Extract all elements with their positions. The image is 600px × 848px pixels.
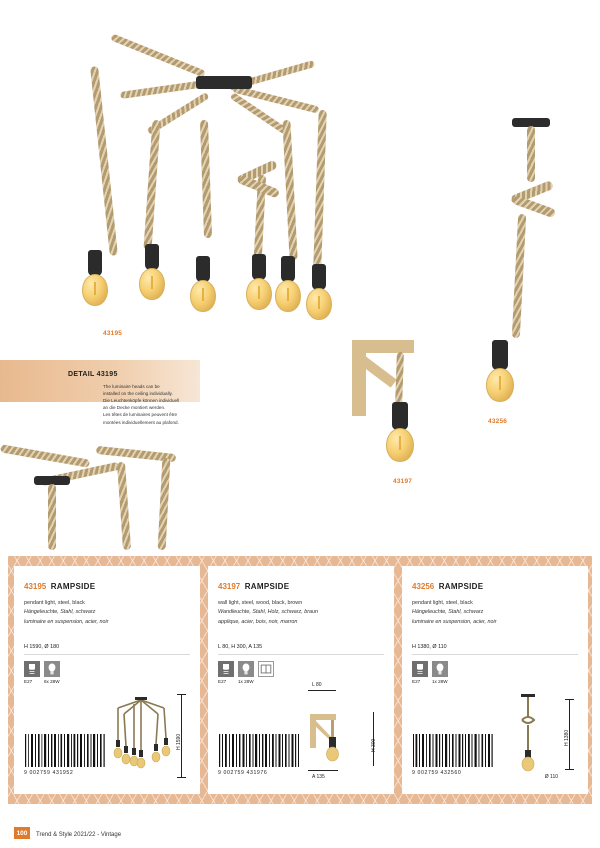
spec-icon-row: [218, 661, 384, 677]
spec-icon-captions: [24, 679, 190, 684]
rope-drop: [158, 458, 171, 550]
spec-card-43256: [402, 566, 588, 794]
socket-icon: [412, 661, 428, 677]
spec-name: RAMPSIDE: [438, 582, 484, 591]
spec-code: 43256: [412, 582, 435, 591]
product-code-43256: 43256: [488, 418, 508, 425]
rope-drop: [282, 120, 297, 260]
dimension-tick: [177, 777, 186, 778]
page-number: 100: [14, 827, 30, 839]
bulb-icon: [432, 661, 448, 677]
barcode-43197: [218, 734, 300, 776]
detail-line-fr-1: Les têtes de luminaires peuvent être: [103, 412, 178, 418]
spec-desc-de: Hängeleuchte, Stahl, schwarz: [24, 609, 96, 616]
spec-code: 43197: [218, 582, 241, 591]
lamp-socket: [252, 254, 266, 280]
bulb: [486, 368, 514, 402]
dimension-tick: [565, 769, 574, 770]
dimension-label-width: L 80: [312, 682, 322, 688]
detail-title: DETAIL 43195: [68, 371, 118, 378]
dimension-tick: [177, 694, 186, 695]
rope-drop: [90, 66, 118, 256]
bulb-icon: [238, 661, 254, 677]
rope-drop: [527, 126, 535, 182]
bulb: [306, 288, 332, 320]
spec-icon-captions: [412, 679, 578, 684]
divider: [24, 654, 190, 655]
barcode-number: 9 002759 432560: [412, 770, 462, 776]
page-footer: [0, 818, 600, 848]
lamp-socket: [88, 250, 102, 276]
spec-icon-row: [24, 661, 190, 677]
wood-arm: [352, 340, 414, 353]
socket-caption: E27: [24, 679, 33, 685]
barcode-number: 9 002759 431952: [24, 770, 74, 776]
rope-drop: [313, 110, 327, 268]
detail-line-fr-2: montées individuellement au plafond.: [103, 419, 179, 425]
barcode-bars: [412, 734, 494, 767]
spec-desc-en: pendant light, steel, black: [24, 600, 85, 606]
dimension-drawing-43256: [494, 688, 580, 780]
lamp-socket: [312, 264, 326, 290]
bulb-caption: 1x 28W: [238, 679, 254, 685]
socket-caption: E27: [412, 679, 421, 685]
bulb-caption: 1x 28W: [432, 679, 448, 685]
detail-line-de-2: an die Decke montiert werden.: [103, 405, 166, 411]
spec-desc-fr: luminaire en suspension, acier, noir: [412, 618, 497, 625]
rope-drop: [512, 214, 526, 338]
spec-desc-en: wall light, steel, wood, black, brown: [218, 600, 303, 606]
dimension-label-height: H 1590: [175, 733, 182, 750]
rope-drop: [200, 120, 212, 238]
bulb-icon: [44, 661, 60, 677]
spec-icon-row: [412, 661, 578, 677]
bulb: [190, 280, 216, 312]
lamp-socket: [392, 402, 408, 430]
rope-drop: [143, 120, 160, 250]
spec-dims: L 80, H 300, A 135: [218, 644, 263, 651]
spec-name: RAMPSIDE: [244, 582, 290, 591]
lamp-socket: [196, 256, 210, 282]
barcode-bars: [218, 734, 300, 767]
dimension-drawing-43197: [300, 682, 386, 780]
socket-icon: [24, 661, 40, 677]
spec-desc-fr: luminaire en suspension, acier, noir: [24, 618, 109, 625]
rope-arm: [110, 34, 205, 78]
dimension-tick: [565, 699, 574, 700]
ceiling-plate: [196, 76, 252, 89]
detail-line-de-1: Die Leuchtenköpfe können individuell: [103, 398, 180, 404]
dimension-label-height: H 1380: [563, 729, 570, 746]
dimension-label-diameter: Ø 110: [544, 774, 558, 780]
spec-icon-captions: [218, 679, 384, 684]
spec-desc-de: Hängeleuchte, Stahl, schwarz: [412, 609, 484, 616]
lamp-socket: [145, 244, 159, 270]
socket-caption: E27: [218, 679, 227, 685]
product-code-43195: 43195: [103, 330, 123, 337]
dimension-label-depth: A 135: [312, 774, 325, 780]
detail-text: [103, 383, 199, 426]
detail-line-en-2: installed on the ceiling individually.: [103, 391, 173, 397]
rope-drop: [48, 484, 56, 550]
dimension-line-depth: [308, 770, 338, 771]
dimension-label-height: H 300: [370, 738, 377, 752]
spec-code: 43195: [24, 582, 47, 591]
spec-desc-fr: applique, acier, bois, noir, marron: [218, 618, 298, 625]
product-code-43197: 43197: [393, 478, 413, 485]
divider: [218, 654, 384, 655]
bulb: [82, 274, 108, 306]
rope-arm: [120, 80, 206, 99]
spec-card-43197: [208, 566, 394, 794]
detail-line-en-1: The luminaire heads can be: [103, 384, 160, 389]
barcode-43195: [24, 734, 106, 776]
rope-arm: [0, 444, 90, 468]
rope-drop: [117, 462, 131, 550]
spec-dims: H 1380, Ø 110: [412, 644, 447, 651]
lamp-socket: [492, 340, 508, 370]
bulb: [275, 280, 301, 312]
product-spec-cards: [14, 566, 588, 794]
barcode-43256: [412, 734, 494, 776]
divider: [412, 654, 578, 655]
dimension-line-width: [308, 690, 336, 691]
socket-icon: [218, 661, 234, 677]
spec-card-43195: [14, 566, 200, 794]
rope-drop: [395, 352, 404, 406]
dimension-drawing-43195: [106, 688, 192, 780]
spec-desc-de: Wandleuchte, Stahl, Holz, schwarz, braun: [218, 609, 318, 616]
bulb: [139, 268, 165, 300]
spec-dims: H 1590, Ø 180: [24, 644, 60, 651]
bulb: [246, 278, 272, 310]
bulb: [386, 428, 414, 462]
footer-text: Trend & Style 2021/22 - Vintage: [36, 832, 122, 838]
bulb-caption: 6x 28W: [44, 679, 60, 685]
wall-mount-icon: [258, 661, 274, 677]
spec-desc-en: pendant light, steel, black: [412, 600, 473, 606]
barcode-number: 9 002759 431976: [218, 770, 268, 776]
lamp-socket: [281, 256, 295, 282]
barcode-bars: [24, 734, 106, 767]
spec-name: RAMPSIDE: [50, 582, 96, 591]
